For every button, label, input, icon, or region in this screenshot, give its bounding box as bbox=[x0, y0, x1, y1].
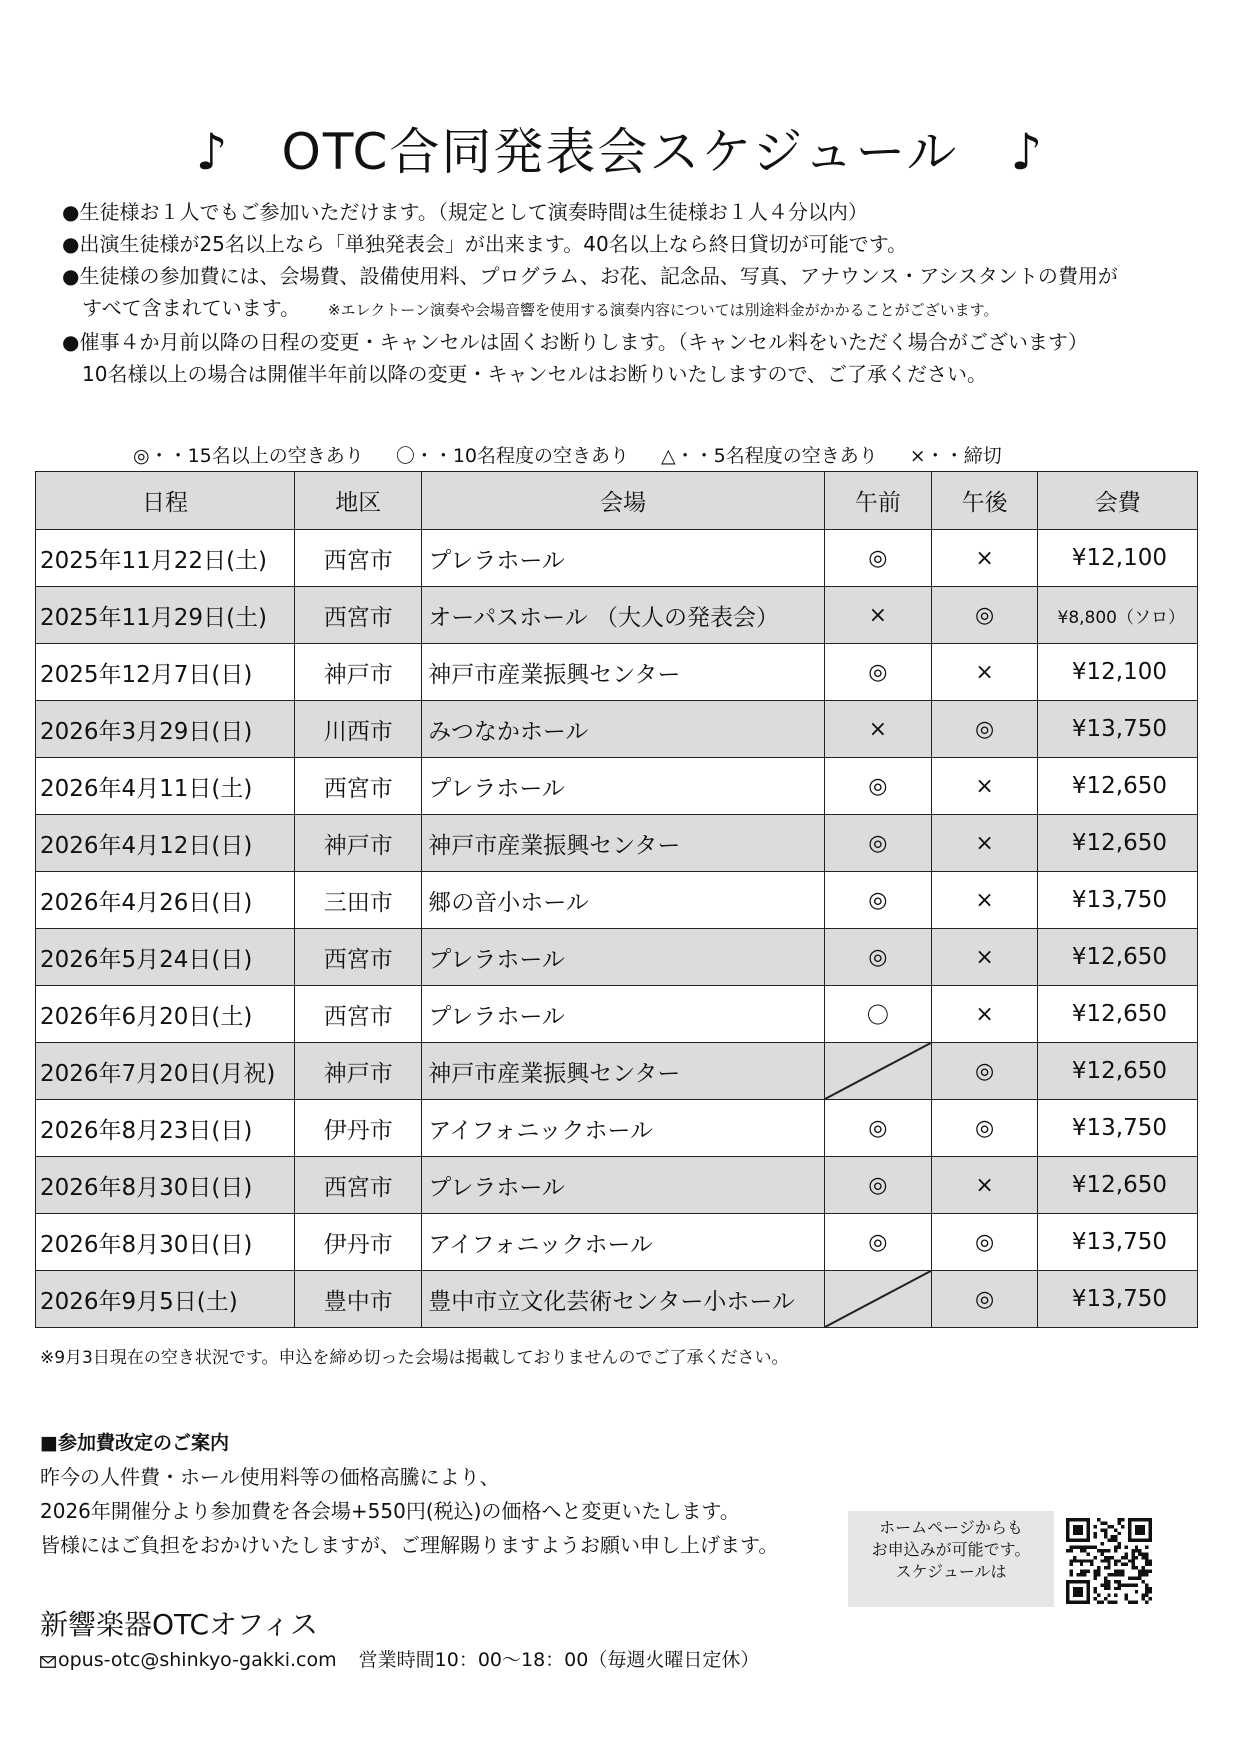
am-cell: ◎ bbox=[825, 1214, 932, 1271]
office-contact bbox=[40, 1645, 759, 1673]
table-row bbox=[36, 815, 1198, 872]
pm-cell: ◎ bbox=[931, 1043, 1038, 1100]
table-row bbox=[36, 587, 1198, 644]
date-cell: 2025年12月7日(日) bbox=[36, 644, 295, 701]
pm-cell: ◎ bbox=[931, 1271, 1038, 1328]
note-line: ●生徒様の参加費には、会場費、設備使用料、プログラム、お花、記念品、写真、アナウンス・アシスタントの費用が bbox=[62, 264, 1118, 288]
note-line bbox=[62, 292, 1192, 326]
table-row bbox=[36, 929, 1198, 986]
office-hours: 営業時間10：00～18：00（毎週火曜日定休） bbox=[358, 1649, 760, 1671]
city-cell: 西宮市 bbox=[295, 1157, 422, 1214]
date-cell: 2026年3月29日(日) bbox=[36, 701, 295, 758]
venue-cell: アイフォニックホール bbox=[422, 1214, 825, 1271]
fee-cell: ¥13,750 bbox=[1038, 1271, 1198, 1328]
fee-cell: ¥12,100 bbox=[1038, 530, 1198, 587]
city-cell: 豊中市 bbox=[295, 1271, 422, 1328]
pm-cell: × bbox=[931, 1157, 1038, 1214]
am-cell: 〇 bbox=[825, 986, 932, 1043]
table-row bbox=[36, 1100, 1198, 1157]
date-cell: 2026年8月23日(日) bbox=[36, 1100, 295, 1157]
header-fee: 会費 bbox=[1038, 472, 1198, 530]
office-name: 新響楽器OTCオフィス bbox=[40, 1608, 318, 1641]
am-cell: ◎ bbox=[825, 1157, 932, 1214]
pm-cell: × bbox=[931, 815, 1038, 872]
city-cell: 川西市 bbox=[295, 701, 422, 758]
date-cell: 2026年8月30日(日) bbox=[36, 1214, 295, 1271]
page-title: ♪ OTC合同発表会スケジュール ♪ bbox=[195, 123, 1045, 181]
venue-cell: 神戸市産業振興センター bbox=[422, 1043, 825, 1100]
am-cell: ◎ bbox=[825, 929, 932, 986]
homepage-info-box bbox=[848, 1511, 1054, 1607]
homepage-info-line: ホームページからも bbox=[879, 1518, 1023, 1537]
date-cell: 2025年11月22日(土) bbox=[36, 530, 295, 587]
pm-cell: × bbox=[931, 872, 1038, 929]
notes bbox=[62, 196, 1192, 390]
legend-item: △・・5名程度の空きあり bbox=[661, 445, 878, 467]
pm-cell: × bbox=[931, 758, 1038, 815]
fee-cell: ¥12,650 bbox=[1038, 758, 1198, 815]
fee-cell: ¥13,750 bbox=[1038, 1100, 1198, 1157]
fee-cell: ¥12,650 bbox=[1038, 1043, 1198, 1100]
am-cell-not-available bbox=[825, 1043, 932, 1100]
date-cell: 2026年4月12日(日) bbox=[36, 815, 295, 872]
table-row bbox=[36, 1043, 1198, 1100]
date-cell: 2026年4月11日(土) bbox=[36, 758, 295, 815]
fee-cell: ¥13,750 bbox=[1038, 701, 1198, 758]
table-row bbox=[36, 1271, 1198, 1328]
am-cell: × bbox=[825, 587, 932, 644]
table-row bbox=[36, 530, 1198, 587]
header-date: 日程 bbox=[36, 472, 295, 530]
am-cell-not-available bbox=[825, 1271, 932, 1328]
city-cell: 伊丹市 bbox=[295, 1214, 422, 1271]
availability-legend bbox=[133, 441, 1028, 468]
date-cell: 2026年5月24日(日) bbox=[36, 929, 295, 986]
homepage-info-line: お申込みが可能です。 bbox=[871, 1540, 1031, 1559]
note-text: すべて含まれています。 bbox=[82, 296, 300, 320]
header-pm: 午後 bbox=[931, 472, 1038, 530]
pm-cell: ◎ bbox=[931, 1214, 1038, 1271]
am-cell: ◎ bbox=[825, 644, 932, 701]
note-line: ●催事４か月前以降の日程の変更・キャンセルは固くお断りします。（キャンセル料をいただく場合がございます） bbox=[62, 330, 1088, 354]
pm-cell: ◎ bbox=[931, 701, 1038, 758]
venue-cell: アイフォニックホール bbox=[422, 1100, 825, 1157]
note-small-text: ※エレクトーン演奏や会場音響を使用する演奏内容については別途料金がかかることがございます。 bbox=[328, 301, 999, 319]
am-cell: × bbox=[825, 701, 932, 758]
qr-code-icon[interactable] bbox=[1066, 1516, 1152, 1606]
table-row bbox=[36, 1214, 1198, 1271]
am-cell: ◎ bbox=[825, 1100, 932, 1157]
city-cell: 神戸市 bbox=[295, 1043, 422, 1100]
city-cell: 三田市 bbox=[295, 872, 422, 929]
schedule-table bbox=[35, 471, 1198, 1328]
table-row bbox=[36, 644, 1198, 701]
venue-cell: プレラホール bbox=[422, 1157, 825, 1214]
pm-cell: × bbox=[931, 530, 1038, 587]
venue-cell: プレラホール bbox=[422, 929, 825, 986]
fee-notice-line: 昨今の人件費・ホール使用料等の価格高騰により、 bbox=[40, 1465, 500, 1489]
fee-cell: ¥12,100 bbox=[1038, 644, 1198, 701]
table-row bbox=[36, 758, 1198, 815]
note-line: ●出演生徒様が25名以上なら「単独発表会」が出来ます。40名以上なら終日貸切が可能です。 bbox=[62, 232, 908, 256]
city-cell: 西宮市 bbox=[295, 929, 422, 986]
city-cell: 神戸市 bbox=[295, 644, 422, 701]
pm-cell: ◎ bbox=[931, 587, 1038, 644]
city-cell: 西宮市 bbox=[295, 986, 422, 1043]
pm-cell: × bbox=[931, 644, 1038, 701]
venue-cell: プレラホール bbox=[422, 758, 825, 815]
am-cell: ◎ bbox=[825, 530, 932, 587]
am-cell: ◎ bbox=[825, 815, 932, 872]
date-cell: 2025年11月29日(土) bbox=[36, 587, 295, 644]
header-am: 午前 bbox=[825, 472, 932, 530]
venue-cell: 神戸市産業振興センター bbox=[422, 815, 825, 872]
city-cell: 神戸市 bbox=[295, 815, 422, 872]
schedule-body bbox=[36, 530, 1198, 1328]
fee-cell: ¥12,650 bbox=[1038, 986, 1198, 1043]
table-row bbox=[36, 872, 1198, 929]
venue-cell: 神戸市産業振興センター bbox=[422, 644, 825, 701]
fee-cell: ¥13,750 bbox=[1038, 872, 1198, 929]
note-line: 10名様以上の場合は開催半年前以降の変更・キャンセルはお断りいたしますので、ご了承ください。 bbox=[82, 362, 988, 386]
date-cell: 2026年7月20日(月祝) bbox=[36, 1043, 295, 1100]
table-row bbox=[36, 1157, 1198, 1214]
date-cell: 2026年9月5日(土) bbox=[36, 1271, 295, 1328]
city-cell: 西宮市 bbox=[295, 587, 422, 644]
fee-cell: ¥12,650 bbox=[1038, 1157, 1198, 1214]
venue-cell: プレラホール bbox=[422, 986, 825, 1043]
legend-item: ×・・締切 bbox=[909, 445, 1002, 467]
date-cell: 2026年6月20日(土) bbox=[36, 986, 295, 1043]
city-cell: 西宮市 bbox=[295, 758, 422, 815]
homepage-info-line: スケジュールは bbox=[895, 1562, 1007, 1581]
header-city: 地区 bbox=[295, 472, 422, 530]
fee-notice-body bbox=[40, 1460, 778, 1562]
fee-notice-line: 2026年開催分より参加費を各会場+550円(税込)の価格へと変更いたします。 bbox=[40, 1499, 740, 1523]
fee-notice-line: 皆様にはご負担をおかけいたしますが、ご理解賜りますようお願い申し上げます。 bbox=[40, 1533, 779, 1557]
am-cell: ◎ bbox=[825, 758, 932, 815]
mail-icon bbox=[40, 1651, 56, 1673]
table-row bbox=[36, 701, 1198, 758]
fee-cell: ¥12,650 bbox=[1038, 815, 1198, 872]
fee-cell: ¥13,750 bbox=[1038, 1214, 1198, 1271]
city-cell: 西宮市 bbox=[295, 530, 422, 587]
fee-cell: ¥12,650 bbox=[1038, 929, 1198, 986]
table-header-row bbox=[36, 472, 1198, 530]
city-cell: 伊丹市 bbox=[295, 1100, 422, 1157]
am-cell: ◎ bbox=[825, 872, 932, 929]
date-cell: 2026年4月26日(日) bbox=[36, 872, 295, 929]
table-row bbox=[36, 986, 1198, 1043]
venue-cell: 豊中市立文化芸術センター小ホール bbox=[422, 1271, 825, 1328]
note-line: ●生徒様お１人でもご参加いただけます。（規定として演奏時間は生徒様お１人４分以内） bbox=[62, 200, 868, 224]
header-venue: 会場 bbox=[422, 472, 825, 530]
availability-footnote: ※9月3日現在の空き状況です。申込を締め切った会場は掲載しておりませんのでご了承ください。 bbox=[40, 1348, 789, 1368]
pm-cell: × bbox=[931, 929, 1038, 986]
pm-cell: × bbox=[931, 986, 1038, 1043]
office-email[interactable]: opus-otc@shinkyo-gakki.com bbox=[58, 1649, 337, 1671]
venue-cell: プレラホール bbox=[422, 530, 825, 587]
fee-cell: ¥8,800（ソロ） bbox=[1038, 587, 1198, 644]
date-cell: 2026年8月30日(日) bbox=[36, 1157, 295, 1214]
venue-cell: 郷の音小ホール bbox=[422, 872, 825, 929]
venue-cell: オーパスホール （大人の発表会） bbox=[422, 587, 825, 644]
fee-notice-heading: ■参加費改定のご案内 bbox=[40, 1432, 229, 1454]
venue-cell: みつなかホール bbox=[422, 701, 825, 758]
legend-item: 〇・・10名程度の空きあり bbox=[395, 445, 629, 467]
pm-cell: ◎ bbox=[931, 1100, 1038, 1157]
legend-item: ◎・・15名以上の空きあり bbox=[133, 445, 364, 467]
